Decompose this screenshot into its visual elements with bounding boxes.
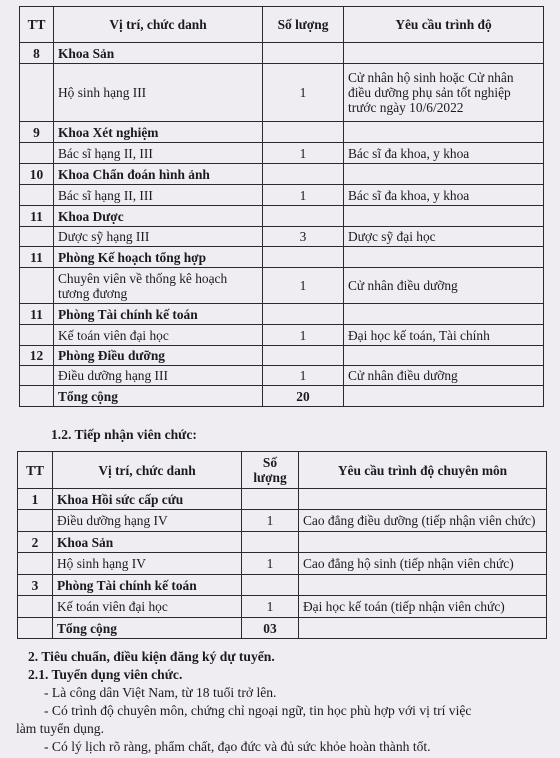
cell-tt: 11 [20,206,54,227]
cell-requirement [344,164,544,185]
table-header-row [18,452,547,489]
cell-tt [20,227,54,247]
cell-position: Bác sĩ hạng II, III [54,143,263,164]
cell-position: Phòng Điều dưỡng [54,346,263,366]
cell-position: Khoa Sản [53,532,242,553]
cell-position: Kế toán viên đại học [54,325,263,346]
cell-position: Hộ sinh hạng III [54,64,263,122]
cell-tt [20,325,54,346]
cell-count: 03 [242,618,299,639]
cell-requirement [344,43,544,64]
recruitment-table [19,6,544,407]
cell-count: 1 [242,553,299,575]
cell-requirement: Cử nhân điều dưỡng [344,268,544,304]
table-row [20,268,544,304]
cell-count: 1 [263,366,344,386]
cell-count: 20 [263,386,344,407]
cell-tt: 9 [20,122,54,143]
cell-count: 1 [263,185,344,206]
cell-tt [20,386,54,407]
cell-position: Khoa Sản [54,43,263,64]
cell-requirement [344,122,544,143]
table-row [20,346,544,366]
header-requirement: Yêu cầu trình độ chuyên môn [299,452,547,489]
cell-count [263,122,344,143]
table-row [18,596,547,618]
cell-position: Phòng Tài chính kế toán [53,575,242,596]
cell-tt [20,64,54,122]
cell-count: 1 [242,510,299,532]
cell-position: Chuyên viên về thống kê hoạch tương đương [54,268,263,304]
paragraph-line: - Có lý lịch rõ ràng, phẩm chất, đạo đức và đủ sức khỏe hoàn thành tốt. [44,739,431,754]
cell-tt [18,553,53,575]
cell-requirement [344,206,544,227]
cell-requirement [299,532,547,553]
header-tt: TT [20,7,54,43]
table-row [18,489,547,510]
cell-position: Hộ sinh hạng IV [53,553,242,575]
cell-requirement [299,489,547,510]
cell-count: 3 [263,227,344,247]
table-row [18,575,547,596]
cell-requirement: Đại học kế toán (tiếp nhận viên chức) [299,596,547,618]
cell-tt: 11 [20,247,54,268]
cell-position: Tổng cộng [53,618,242,639]
cell-tt: 1 [18,489,53,510]
header-position: Vị trí, chức danh [54,7,263,43]
table-row [20,227,544,247]
subheading-transfer: 1.2. Tiếp nhận viên chức: [51,427,197,442]
cell-requirement [299,618,547,639]
cell-position: Khoa Dược [54,206,263,227]
table-row [18,510,547,532]
cell-requirement [344,247,544,268]
table-row [18,532,547,553]
table-header-row [20,7,544,43]
cell-count [242,489,299,510]
cell-tt [20,366,54,386]
cell-count: 1 [263,64,344,122]
cell-count: 1 [242,596,299,618]
header-tt: TT [18,452,53,489]
cell-tt: 8 [20,43,54,64]
cell-position: Khoa Chẩn đoán hình ảnh [54,164,263,185]
cell-tt: 3 [18,575,53,596]
cell-requirement [299,575,547,596]
cell-requirement [344,386,544,407]
cell-requirement: Bác sĩ đa khoa, y khoa [344,143,544,164]
cell-count [263,247,344,268]
paragraph-line: - Có trình độ chuyên môn, chứng chỉ ngoại ngữ, tin học phù hợp với vị trí việc [44,703,472,718]
table-row [20,122,544,143]
cell-position: Điều dưỡng hạng IV [53,510,242,532]
cell-position: Bác sĩ hạng II, III [54,185,263,206]
cell-requirement: Cao đẳng hộ sinh (tiếp nhận viên chức) [299,553,547,575]
table-row [20,247,544,268]
header-count: Số lượng [263,7,344,43]
cell-tt: 2 [18,532,53,553]
cell-tt [18,618,53,639]
table-row [20,366,544,386]
cell-count [242,532,299,553]
table-row [20,325,544,346]
cell-position: Phòng Tài chính kế toán [54,304,263,325]
cell-position: Điều dưỡng hạng III [54,366,263,386]
table-total-row [18,618,547,639]
cell-count [263,164,344,185]
cell-requirement: Cử nhân điều dưỡng [344,366,544,386]
cell-count [263,43,344,64]
paragraph-line: - Là công dân Việt Nam, từ 18 tuổi trở lên. [44,685,277,700]
table-row [20,164,544,185]
table-row [18,553,547,575]
cell-count [242,575,299,596]
table-row [20,206,544,227]
cell-tt: 11 [20,304,54,325]
cell-requirement: Cao đẳng điều dưỡng (tiếp nhận viên chức) [299,510,547,532]
cell-position: Dược sỹ hạng III [54,227,263,247]
cell-count: 1 [263,268,344,304]
cell-tt [18,596,53,618]
cell-requirement: Dược sỹ đại học [344,227,544,247]
table-row [20,304,544,325]
header-count: Số lượng [242,452,299,489]
cell-tt: 10 [20,164,54,185]
cell-requirement: Bác sĩ đa khoa, y khoa [344,185,544,206]
cell-position: Khoa Xét nghiệm [54,122,263,143]
cell-count [263,206,344,227]
cell-tt: 12 [20,346,54,366]
section-subheading: 2.1. Tuyển dụng viên chức. [28,667,183,682]
table-row [20,64,544,122]
cell-count [263,346,344,366]
section-heading: 2. Tiêu chuẩn, điều kiện đăng ký dự tuyển. [28,649,275,664]
table-row [20,43,544,64]
header-requirement: Yêu cầu trình độ [344,7,544,43]
table-row [20,185,544,206]
cell-count: 1 [263,325,344,346]
transfer-table [17,451,547,639]
table-row [20,143,544,164]
cell-position: Khoa Hồi sức cấp cứu [53,489,242,510]
paragraph-line: làm tuyển dụng. [16,721,104,736]
cell-position: Tổng cộng [54,386,263,407]
cell-position: Kế toán viên đại học [53,596,242,618]
cell-requirement: Đại học kế toán, Tài chính [344,325,544,346]
cell-count: 1 [263,143,344,164]
cell-requirement [344,346,544,366]
table-total-row [20,386,544,407]
cell-position: Phòng Kế hoạch tổng hợp [54,247,263,268]
cell-tt [20,268,54,304]
cell-tt [20,185,54,206]
header-position: Vị trí, chức danh [53,452,242,489]
cell-requirement: Cử nhân hộ sinh hoặc Cử nhân điều dưỡng phụ sản tốt nghiệp trước ngày 10/6/2022 [344,64,544,122]
cell-tt [18,510,53,532]
cell-count [263,304,344,325]
cell-tt [20,143,54,164]
cell-requirement [344,304,544,325]
